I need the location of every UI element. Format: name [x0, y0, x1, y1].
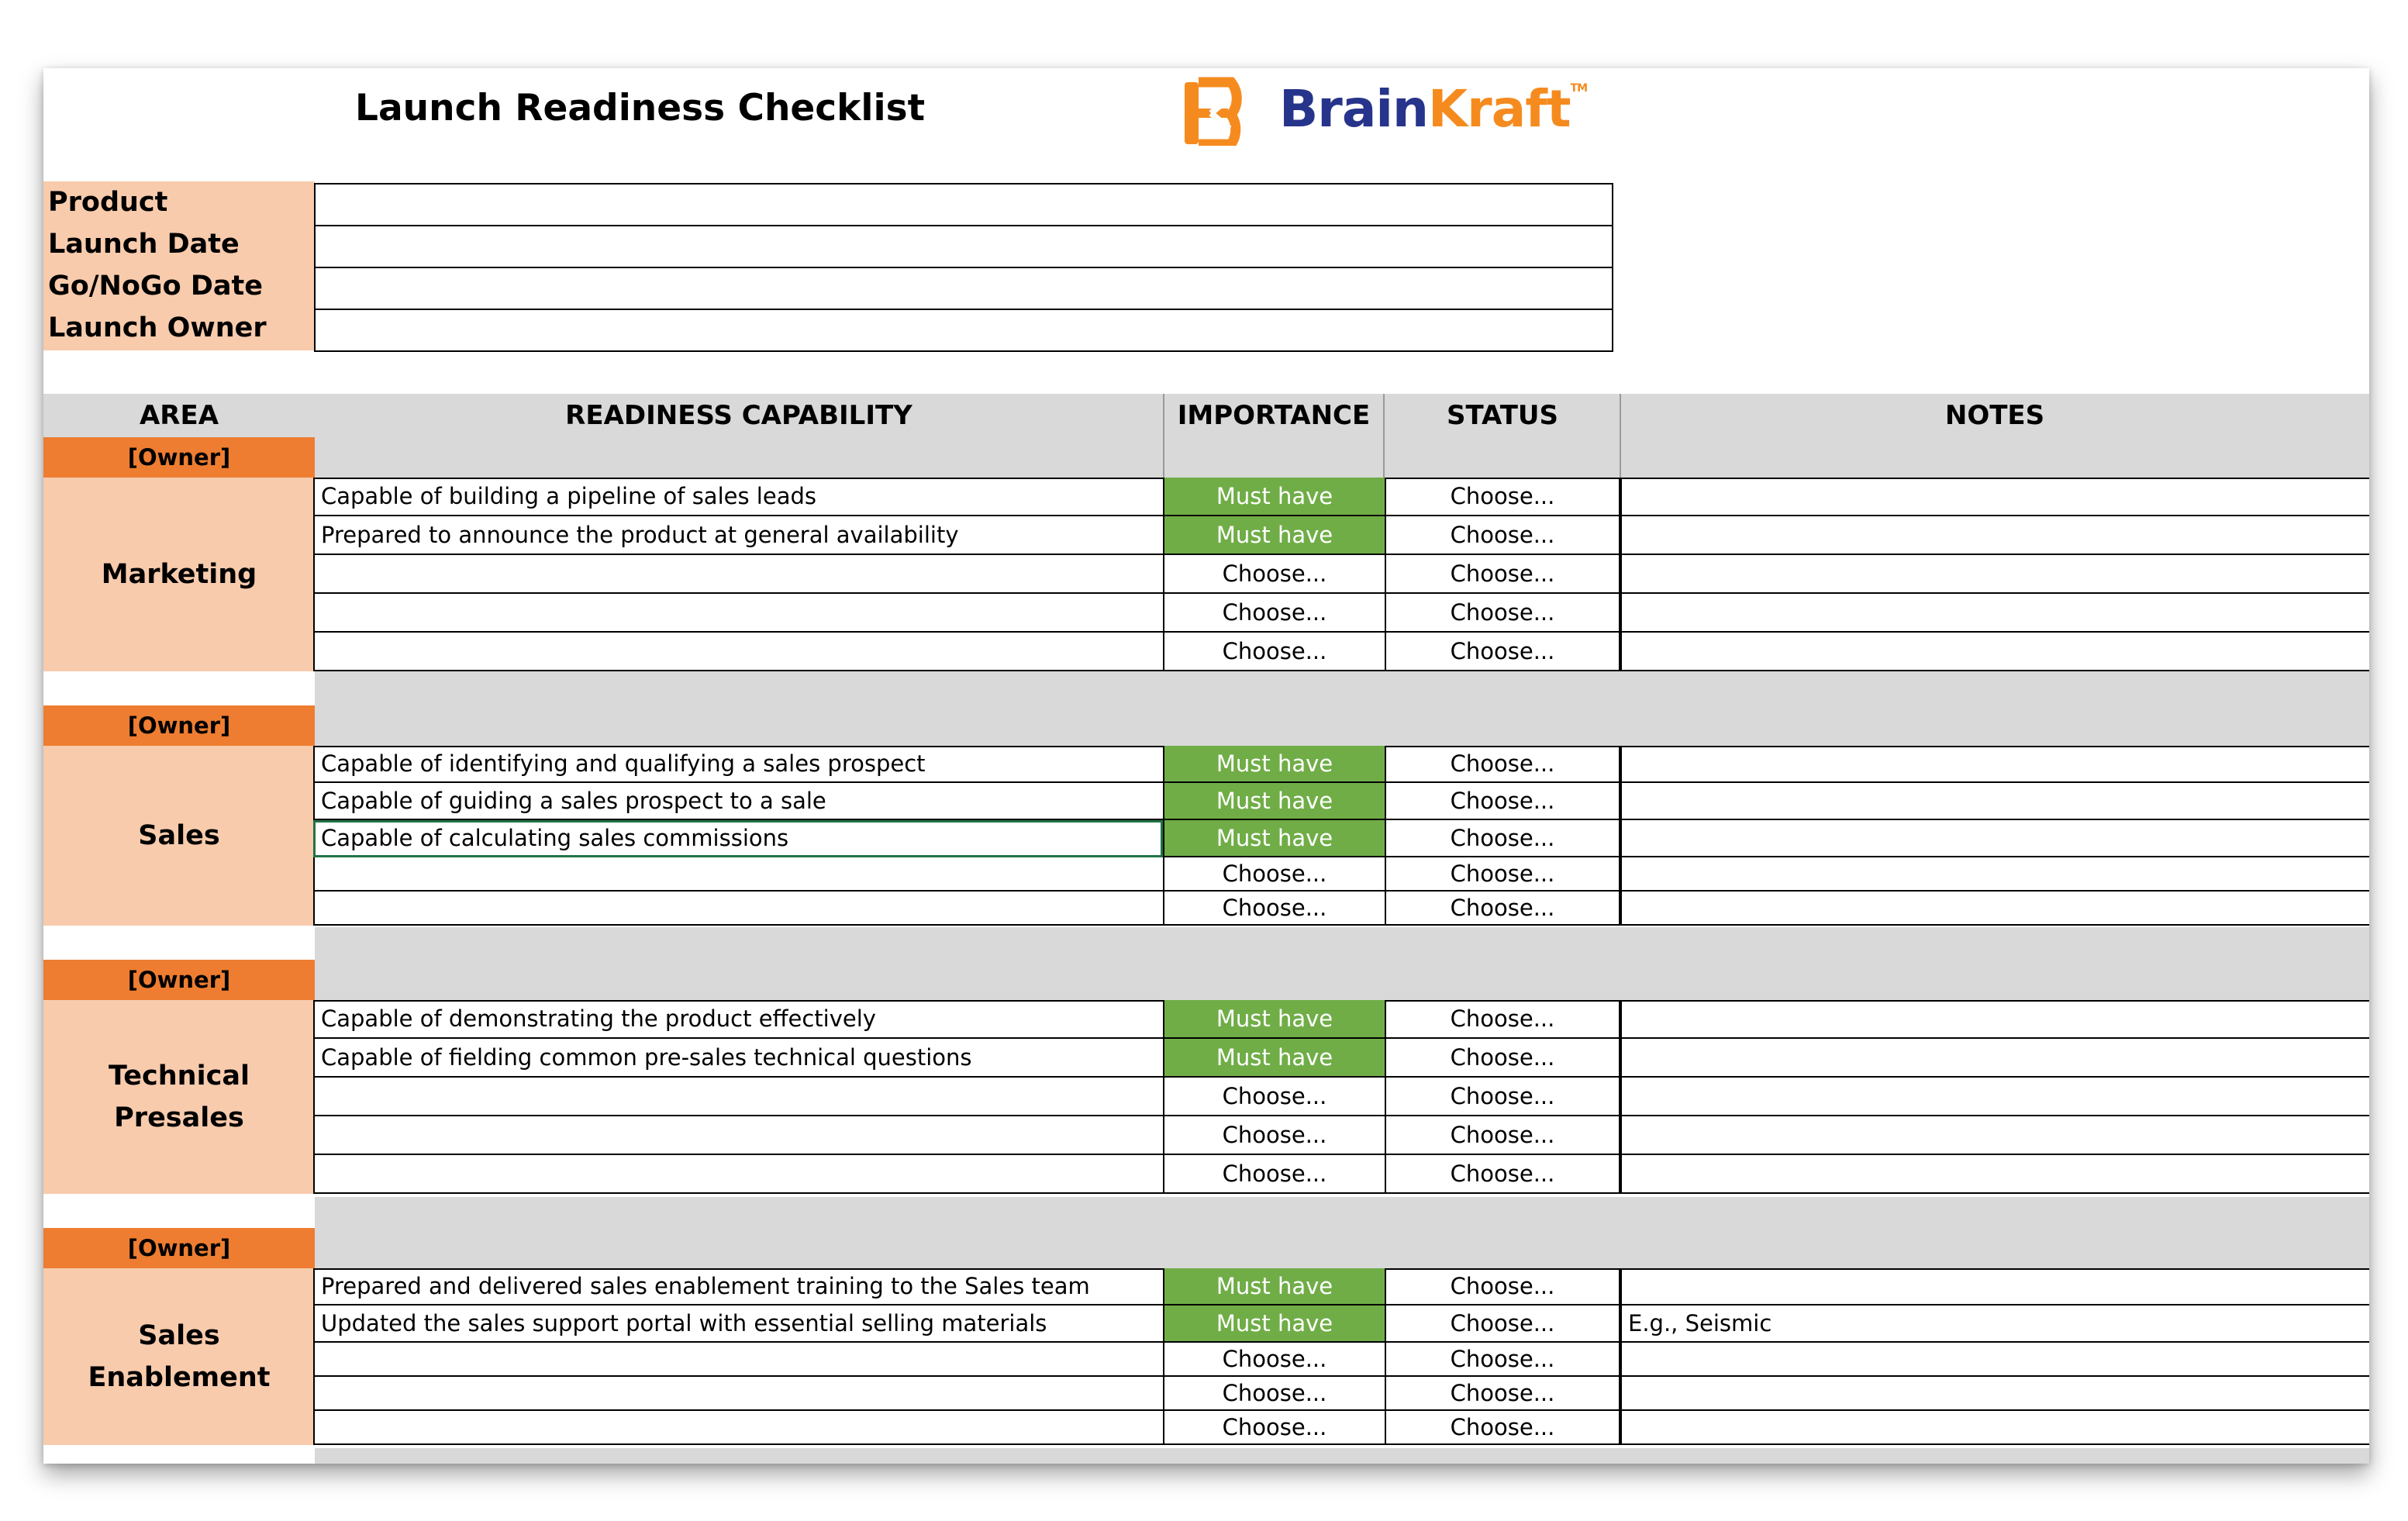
meta-label-product: Product [48, 187, 168, 218]
header-capability: READINESS CAPABILITY [565, 400, 912, 431]
capability-cell[interactable] [313, 1078, 1163, 1116]
capability-cell[interactable] [313, 633, 1163, 671]
go-nogo-date-field[interactable] [314, 267, 1613, 310]
importance-dropdown[interactable]: Choose... [1163, 1411, 1385, 1445]
capability-cell[interactable]: Capable of guiding a sales prospect to a sale [313, 783, 1163, 820]
capability-cell[interactable]: Capable of calculating sales commissions [313, 820, 1163, 857]
notes-cell[interactable] [1620, 857, 2369, 892]
status-dropdown[interactable]: Choose... [1385, 1377, 1620, 1411]
notes-cell[interactable] [1620, 1116, 2369, 1155]
notes-cell[interactable] [1620, 1377, 2369, 1411]
capability-cell[interactable]: Prepared and delivered sales enablement training to the Sales team [313, 1268, 1163, 1305]
area-label: Technical [109, 1061, 250, 1092]
capability-cell[interactable] [313, 1411, 1163, 1445]
area-cell [43, 1000, 315, 1194]
status-dropdown[interactable]: Choose... [1385, 1039, 1620, 1078]
brand-name-part2: Kraft [1428, 79, 1571, 139]
notes-cell[interactable] [1620, 1078, 2369, 1116]
importance-dropdown[interactable]: Choose... [1163, 555, 1385, 594]
importance-dropdown[interactable]: Must have [1163, 1039, 1385, 1078]
importance-dropdown[interactable]: Must have [1163, 478, 1385, 516]
launch-owner-field[interactable] [314, 309, 1613, 352]
capability-cell[interactable]: Capable of fielding common pre-sales technical questions [313, 1039, 1163, 1078]
spreadsheet [43, 68, 2369, 1464]
capability-cell[interactable] [313, 555, 1163, 594]
notes-cell[interactable] [1620, 1000, 2369, 1039]
status-dropdown[interactable]: Choose... [1385, 783, 1620, 820]
status-dropdown[interactable]: Choose... [1385, 594, 1620, 633]
status-dropdown[interactable]: Choose... [1385, 1155, 1620, 1194]
status-dropdown[interactable]: Choose... [1385, 1411, 1620, 1445]
capability-cell[interactable]: Prepared to announce the product at general availability [313, 516, 1163, 555]
importance-dropdown[interactable]: Choose... [1163, 857, 1385, 892]
notes-cell[interactable] [1620, 820, 2369, 857]
notes-cell[interactable] [1620, 892, 2369, 926]
owner-cell[interactable]: [Owner] [43, 1228, 315, 1268]
notes-cell[interactable] [1620, 746, 2369, 783]
importance-dropdown[interactable]: Must have [1163, 783, 1385, 820]
notes-cell[interactable] [1620, 516, 2369, 555]
notes-cell[interactable] [1620, 633, 2369, 671]
capability-cell[interactable]: Capable of identifying and qualifying a sales prospect [313, 746, 1163, 783]
importance-dropdown[interactable]: Must have [1163, 1305, 1385, 1343]
notes-cell[interactable] [1620, 555, 2369, 594]
meta-label-launch-owner: Launch Owner [48, 312, 267, 343]
importance-dropdown[interactable]: Must have [1163, 516, 1385, 555]
status-dropdown[interactable]: Choose... [1385, 1268, 1620, 1305]
meta-label-launch-date: Launch Date [48, 229, 240, 260]
importance-dropdown[interactable]: Must have [1163, 820, 1385, 857]
status-dropdown[interactable]: Choose... [1385, 1000, 1620, 1039]
capability-cell[interactable] [313, 1116, 1163, 1155]
importance-dropdown[interactable]: Choose... [1163, 633, 1385, 671]
area-cell [43, 746, 315, 926]
capability-cell[interactable] [313, 892, 1163, 926]
area-cell [43, 478, 315, 671]
capability-cell[interactable]: Updated the sales support portal with essential selling materials [313, 1305, 1163, 1343]
capability-cell[interactable] [313, 857, 1163, 892]
trademark-mark: TM [1570, 82, 1587, 95]
notes-cell[interactable]: E.g., Seismic [1620, 1305, 2369, 1343]
capability-cell[interactable] [313, 594, 1163, 633]
section-separator [315, 927, 2369, 1000]
owner-cell[interactable]: [Owner] [43, 960, 315, 1000]
header-status: STATUS [1446, 400, 1558, 431]
importance-dropdown[interactable]: Must have [1163, 1268, 1385, 1305]
notes-cell[interactable] [1620, 1268, 2369, 1305]
owner-cell[interactable]: [Owner] [43, 705, 315, 746]
importance-dropdown[interactable]: Must have [1163, 1000, 1385, 1039]
notes-cell[interactable] [1620, 1411, 2369, 1445]
status-dropdown[interactable]: Choose... [1385, 633, 1620, 671]
status-dropdown[interactable]: Choose... [1385, 1078, 1620, 1116]
header-importance: IMPORTANCE [1177, 400, 1371, 431]
capability-cell[interactable]: Capable of demonstrating the product effectively [313, 1000, 1163, 1039]
status-dropdown[interactable]: Choose... [1385, 857, 1620, 892]
header-area: AREA [139, 400, 219, 431]
capability-cell[interactable]: Capable of building a pipeline of sales leads [313, 478, 1163, 516]
importance-dropdown[interactable]: Choose... [1163, 1343, 1385, 1377]
area-label: Sales [138, 820, 220, 851]
status-dropdown[interactable]: Choose... [1385, 478, 1620, 516]
importance-dropdown[interactable]: Choose... [1163, 1377, 1385, 1411]
notes-cell[interactable] [1620, 1155, 2369, 1194]
meta-label-go-nogo-date: Go/NoGo Date [48, 271, 263, 302]
area-cell [43, 1268, 315, 1445]
area-label: Sales [138, 1320, 220, 1351]
notes-cell[interactable] [1620, 594, 2369, 633]
capability-cell[interactable] [313, 1343, 1163, 1377]
importance-dropdown[interactable]: Choose... [1163, 892, 1385, 926]
status-dropdown[interactable]: Choose... [1385, 746, 1620, 783]
status-dropdown[interactable]: Choose... [1385, 1305, 1620, 1343]
importance-dropdown[interactable]: Choose... [1163, 1116, 1385, 1155]
status-dropdown[interactable]: Choose... [1385, 892, 1620, 926]
importance-dropdown[interactable]: Choose... [1163, 1155, 1385, 1194]
capability-cell[interactable] [313, 1155, 1163, 1194]
section-separator [315, 1197, 2369, 1268]
capability-cell[interactable] [313, 1377, 1163, 1411]
brand-name-part1: Brain [1279, 79, 1429, 139]
owner-cell[interactable]: [Owner] [43, 437, 315, 478]
importance-dropdown[interactable]: Must have [1163, 746, 1385, 783]
area-label: Enablement [88, 1362, 271, 1393]
notes-cell[interactable] [1620, 1039, 2369, 1078]
notes-cell[interactable] [1620, 478, 2369, 516]
status-dropdown[interactable]: Choose... [1385, 1116, 1620, 1155]
launch-date-field[interactable] [314, 225, 1613, 268]
notes-cell[interactable] [1620, 1343, 2369, 1377]
section-separator [315, 671, 2369, 746]
brand-logo [1182, 74, 1585, 140]
area-label: Marketing [101, 559, 257, 590]
sheet-bottom-strip [315, 1448, 2369, 1464]
header-notes: NOTES [1944, 400, 2045, 431]
status-dropdown[interactable]: Choose... [1385, 516, 1620, 555]
product-field[interactable] [314, 183, 1613, 226]
notes-cell[interactable] [1620, 783, 2369, 820]
area-label: Presales [114, 1102, 244, 1133]
importance-dropdown[interactable]: Choose... [1163, 594, 1385, 633]
status-dropdown[interactable]: Choose... [1385, 1343, 1620, 1377]
status-dropdown[interactable]: Choose... [1385, 820, 1620, 857]
status-dropdown[interactable]: Choose... [1385, 555, 1620, 594]
braincraft-logo-icon [1182, 76, 1275, 146]
importance-dropdown[interactable]: Choose... [1163, 1078, 1385, 1116]
page-title: Launch Readiness Checklist [355, 87, 926, 129]
